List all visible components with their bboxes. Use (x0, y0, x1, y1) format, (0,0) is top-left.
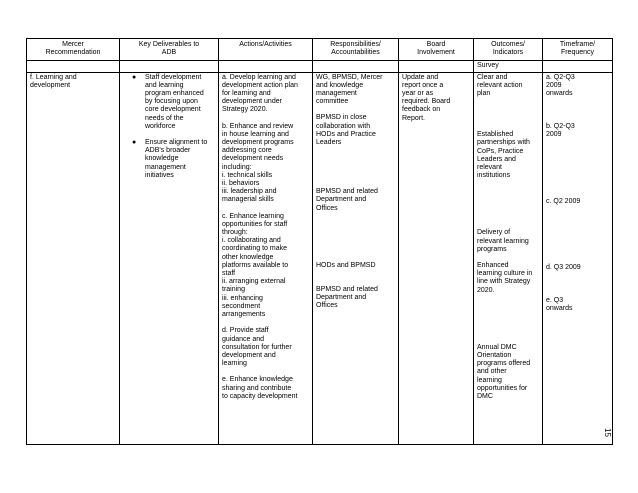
action-e: e. Enhance knowledge sharing and contribute to capacity development (222, 376, 298, 400)
responsibilities-cell (313, 72, 399, 444)
responsibility-a: WG, BPMSD, Mercer and knowledge management committee (316, 73, 383, 106)
outcome-a: Clear and relevant action plan (477, 73, 523, 98)
outcome-e: Annual DMC Orientation programs offered and other learning opportunities for DMC (477, 343, 531, 401)
survey-row (27, 61, 613, 72)
action-b: b. Enhance and review in house learning and development programs addressing core development needs including: i. technical skills ii. behaviors iii. leadership and managerial skills (222, 122, 294, 204)
action-plan-table (26, 38, 613, 445)
survey-cell-empty (543, 61, 613, 72)
table-row (27, 72, 613, 444)
timeframe-a: a. Q2-Q3 2009 onwards (546, 73, 575, 98)
list-item: ● Staff development and learning program enhanced by focusing upon core development needs of the workforce (132, 73, 204, 130)
header-actions: Actions/Activities (219, 39, 313, 61)
survey-cell-empty (120, 61, 219, 72)
bullet-icon: ● (132, 139, 137, 147)
timeframe-d: d. Q3 2009 (546, 263, 581, 271)
board-cell: Update and report once a year or as required. Board feedback on Report. (399, 72, 474, 444)
header-timeframe: Timeframe/ Frequency (543, 39, 613, 61)
action-d: d. Provide staff guidance and consultation for further development and learning (222, 327, 292, 368)
deliverables-cell (120, 72, 219, 444)
timeframe-e: e. Q3 onwards (546, 297, 573, 313)
outcome-d: Enhanced learning culture in line with Strategy 2020. (477, 262, 533, 294)
timeframe-c: c. Q2 2009 (546, 197, 581, 205)
survey-cell-empty (313, 61, 399, 72)
header-responsibilities: Responsibilities/ Accountabilities (313, 39, 399, 61)
outcome-c: Delivery of relevant learning programs (477, 229, 529, 253)
action-a: a. Develop learning and development action plan for learning and development under Strategy 2020. (222, 73, 298, 114)
recommendation-cell: f. Learning and development (27, 72, 120, 444)
actions-cell (219, 72, 313, 444)
responsibility-c: BPMSD and related Department and Offices (316, 188, 378, 212)
deliverables-list (123, 74, 215, 180)
survey-cell-empty (27, 61, 120, 72)
list-item: ● Ensure alignment to ADB's broader knowledge management initiatives (132, 139, 208, 179)
outcome-b: Established partnerships with CoPs, Practice Leaders and relevant institutions (477, 131, 530, 180)
outcomes-cell (474, 72, 543, 444)
responsibility-e: BPMSD and related Department and Offices (316, 286, 378, 310)
timeframe-cell (543, 72, 613, 444)
page-number: 15 (603, 428, 612, 437)
header-outcomes: Outcomes/ Indicators (474, 39, 543, 61)
timeframe-b: b. Q2-Q3 2009 (546, 123, 575, 139)
survey-outcome: Survey (474, 61, 543, 72)
header-deliverables: Key Deliverables to ADB (120, 39, 219, 61)
responsibility-d: HODs and BPMSD (316, 261, 376, 269)
survey-cell-empty (399, 61, 474, 72)
survey-cell-empty (219, 61, 313, 72)
header-row (27, 39, 613, 61)
header-board: Board Involvement (399, 39, 474, 61)
action-c: c. Enhance learning opportunities for staff through: i. collaborating and coordinating to make other knowledge platforms available to staff ii. arranging external training iii. enhancing secondment arrangements (222, 212, 289, 319)
header-recommendation: Mercer Recommendation (27, 39, 120, 61)
bullet-icon: ● (132, 73, 137, 81)
responsibility-b: BPMSD in close collaboration with HODs and Practice Leaders (316, 114, 376, 147)
